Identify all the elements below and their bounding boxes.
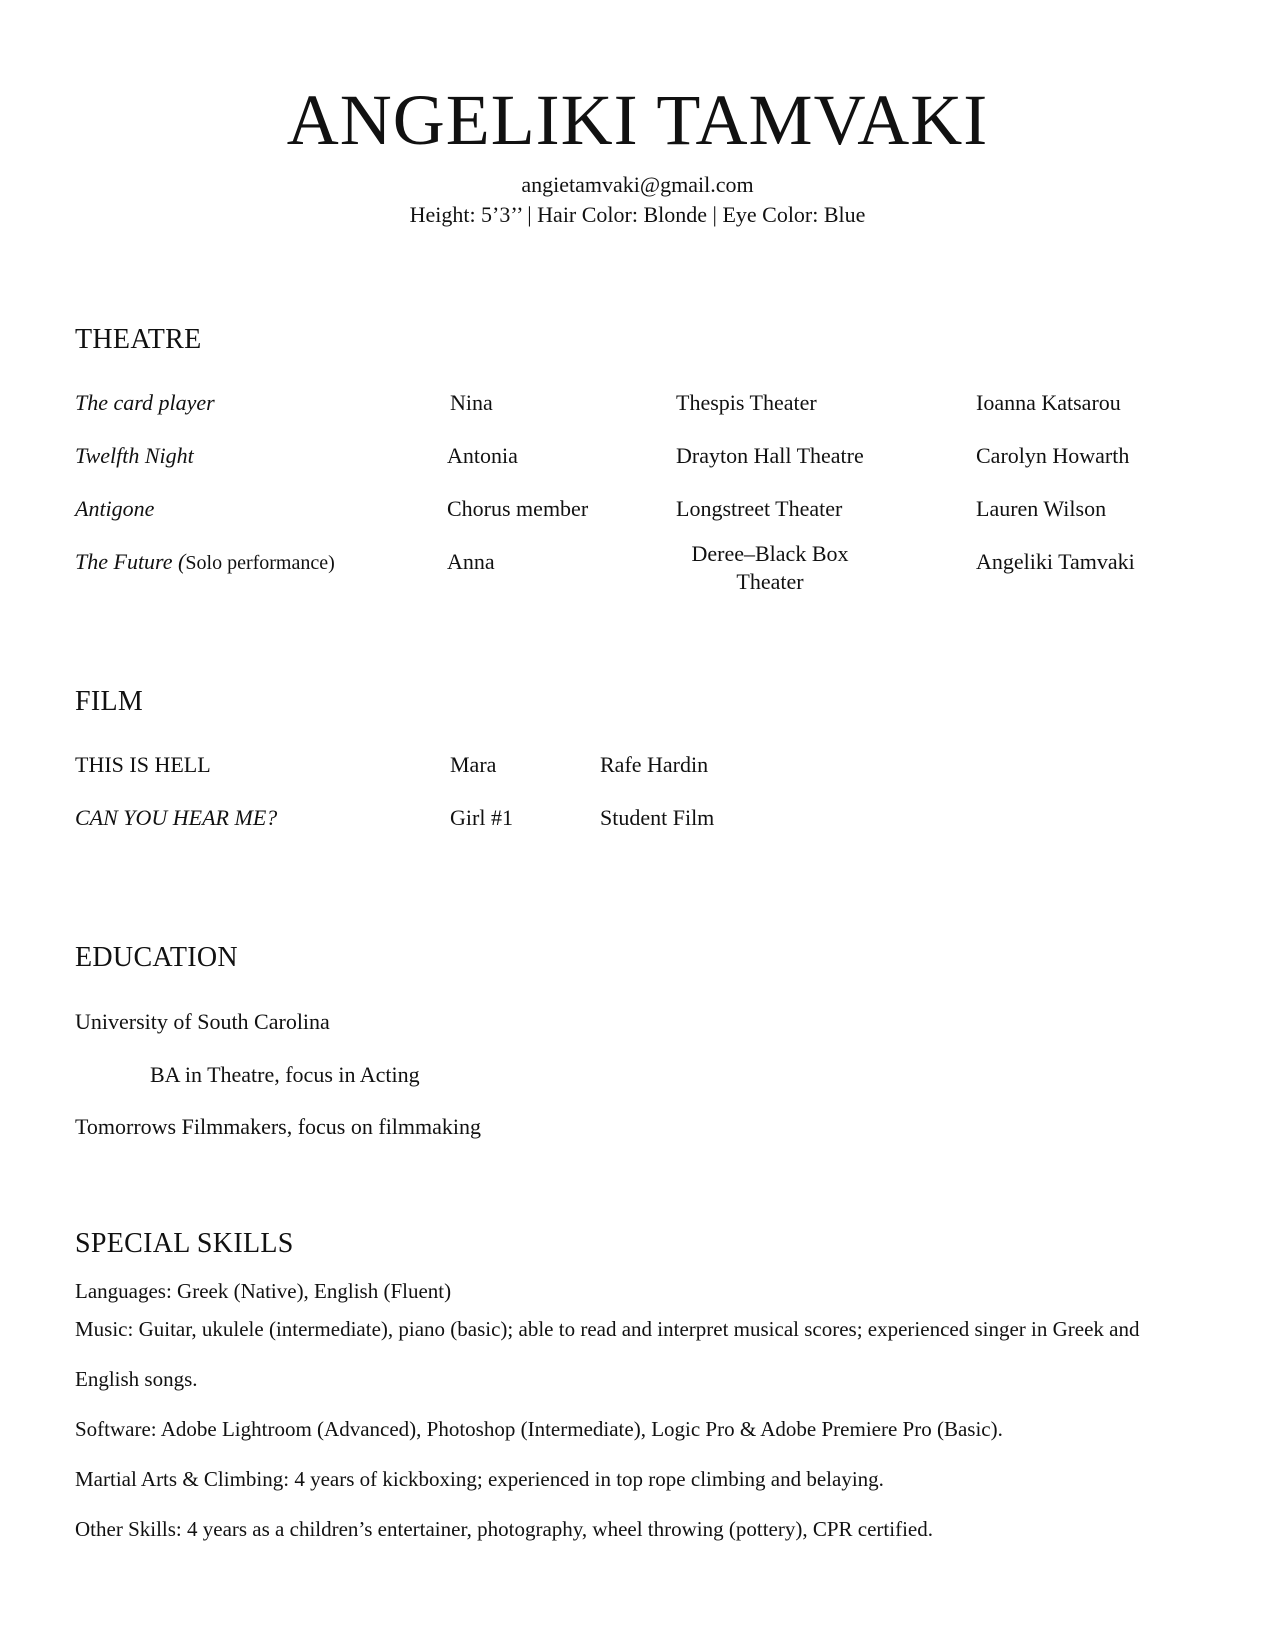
- film-role: Girl #1: [450, 805, 513, 830]
- education-other: Tomorrows Filmmakers, focus on filmmaking: [75, 1114, 482, 1139]
- theatre-role: Nina: [450, 390, 493, 415]
- skills-other: Other Skills: 4 years as a children’s entertainer, photography, wheel throwing (pottery), CPR certified.: [75, 1517, 933, 1541]
- theatre-title: Twelfth Night: [75, 443, 194, 468]
- skills-martial-arts: Martial Arts & Climbing: 4 years of kickboxing; experienced in top rope climbing and belaying.: [75, 1467, 884, 1491]
- education-heading: EDUCATION: [75, 942, 238, 973]
- film-credit: Student Film: [600, 805, 715, 830]
- theatre-role: Chorus member: [447, 496, 589, 521]
- theatre-director: Carolyn Howarth: [976, 443, 1130, 468]
- education-degree: BA in Theatre, focus in Acting: [150, 1062, 420, 1087]
- film-heading: FILM: [75, 686, 144, 717]
- film-title: CAN YOU HEAR ME?: [75, 805, 278, 830]
- theatre-heading: THEATRE: [75, 324, 202, 355]
- physical-stats: Height: 5’3’’ | Hair Color: Blonde | Eye Color: Blue: [409, 202, 866, 227]
- film-role: Mara: [450, 752, 497, 777]
- theatre-director: Angeliki Tamvaki: [976, 549, 1135, 574]
- skills-software: Software: Adobe Lightroom (Advanced), Photoshop (Intermediate), Logic Pro & Adobe Premiere Pro (Basic).: [75, 1417, 1003, 1441]
- resume-name: ANGELIKI TAMVAKI: [286, 80, 989, 160]
- skills-languages: Languages: Greek (Native), English (Fluent): [75, 1279, 452, 1303]
- theatre-venue: Longstreet Theater: [676, 496, 843, 521]
- theatre-title-main: The Future (: [75, 549, 186, 574]
- theatre-role: Antonia: [447, 443, 518, 468]
- theatre-title: Antigone: [75, 496, 155, 521]
- skills-heading: SPECIAL SKILLS: [75, 1228, 294, 1259]
- theatre-title-note: Solo performance): [185, 552, 335, 574]
- theatre-director: Ioanna Katsarou: [976, 390, 1121, 415]
- skills-music: Music: Guitar, ukulele (intermediate), piano (basic); able to read and interpret musical scores; experienced singer in Greek and: [75, 1317, 1140, 1341]
- theatre-venue: Deree–Black Box Theater: [691, 541, 849, 594]
- film-title: THIS IS HELL: [75, 752, 211, 777]
- theatre-director: Lauren Wilson: [976, 496, 1107, 521]
- email-address[interactable]: angietamvaki@gmail.com: [521, 172, 754, 197]
- theatre-venue: Drayton Hall Theatre: [676, 443, 864, 468]
- theatre-title: The card player: [75, 390, 215, 415]
- theatre-title: [75, 548, 335, 577]
- theatre-role: Anna: [447, 549, 495, 574]
- education-school: University of South Carolina: [75, 1009, 330, 1034]
- film-credit: Rafe Hardin: [600, 752, 709, 777]
- skills-music-continued: English songs.: [75, 1367, 198, 1391]
- theatre-venue: Thespis Theater: [676, 390, 817, 415]
